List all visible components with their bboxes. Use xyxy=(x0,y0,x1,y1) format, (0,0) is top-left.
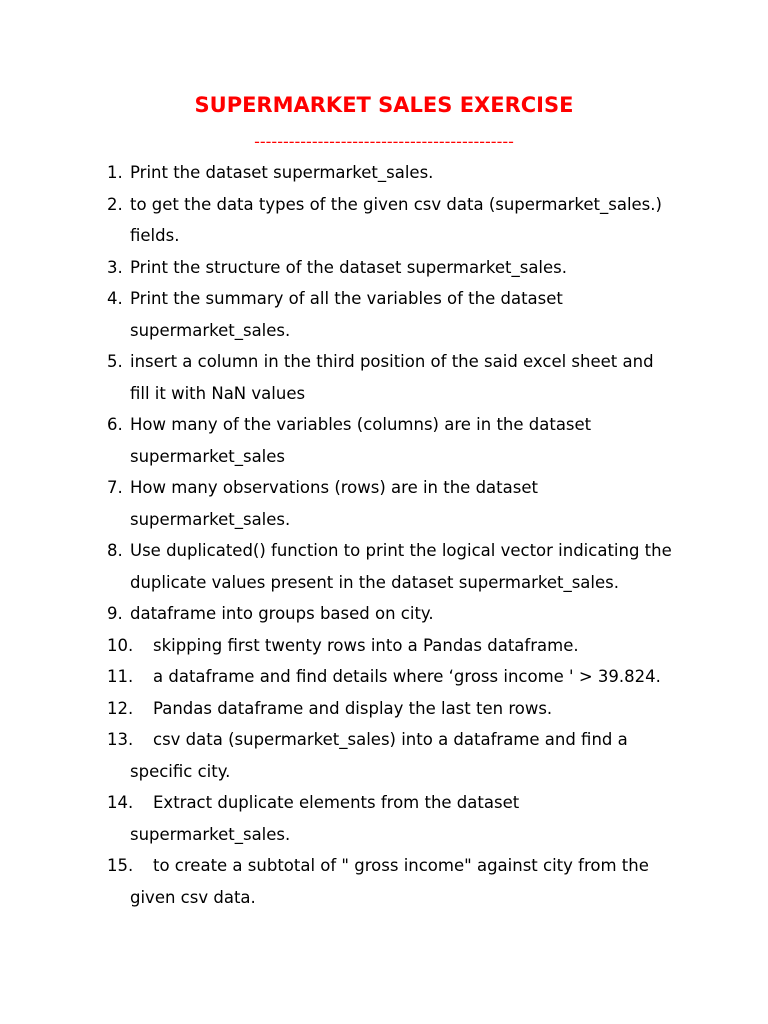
exercise-number: 13. xyxy=(107,730,134,749)
exercise-number: 6. xyxy=(107,415,123,434)
exercise-text: to get the data types of the given csv data (supermarket_sales.) xyxy=(130,194,662,214)
exercise-text-continued: fields. xyxy=(130,226,180,245)
exercise-text-continued: supermarket_sales. xyxy=(130,320,291,340)
exercise-number: 8. xyxy=(107,541,123,560)
exercise-item-4 xyxy=(107,283,747,346)
exercise-text: How many of the variables (columns) are in the dataset xyxy=(130,415,592,434)
exercise-number: 1. xyxy=(107,163,123,182)
exercise-number: 10. xyxy=(107,635,134,655)
exercise-number: 12. xyxy=(107,698,134,718)
exercise-text-continued: duplicate values present in the dataset supermarket_sales. xyxy=(130,572,619,592)
exercise-text: Extract duplicate elements from the dataset xyxy=(153,793,520,812)
exercise-item-3 xyxy=(107,252,747,284)
exercise-item-9 xyxy=(107,598,747,630)
exercise-text: csv data (supermarket_sales) into a dataframe and find a xyxy=(153,730,628,749)
exercise-text-continued: supermarket_sales. xyxy=(130,824,291,844)
exercise-text: insert a column in the third position of the said excel sheet and xyxy=(130,352,654,371)
exercise-number: 3. xyxy=(107,257,123,277)
exercise-text-continued: supermarket_sales xyxy=(130,446,286,466)
document-title: SUPERMARKET SALES EXERCISE xyxy=(194,93,574,117)
exercise-item-5 xyxy=(107,346,747,409)
exercise-item-15 xyxy=(107,850,747,913)
exercise-item-13 xyxy=(107,724,747,787)
exercise-text-continued: given csv data. xyxy=(130,887,256,907)
exercise-text: dataframe into groups based on city. xyxy=(130,604,434,623)
exercise-item-2 xyxy=(107,189,747,252)
exercise-text: Use duplicated() function to print the logical vector indicating the xyxy=(130,541,672,560)
exercise-item-7 xyxy=(107,472,747,535)
exercise-item-12 xyxy=(107,693,747,725)
title-divider: --------------------------------------------- xyxy=(254,132,514,151)
exercise-list xyxy=(107,157,747,913)
exercise-text: skipping first twenty rows into a Pandas dataframe. xyxy=(153,635,579,655)
exercise-item-10 xyxy=(107,630,747,662)
exercise-number: 7. xyxy=(107,478,123,497)
exercise-item-14 xyxy=(107,787,747,850)
exercise-number: 14. xyxy=(107,793,134,812)
exercise-item-11 xyxy=(107,661,747,693)
exercise-text-continued: fill it with NaN values xyxy=(130,383,306,403)
exercise-text: Print the summary of all the variables of the dataset xyxy=(130,289,563,308)
exercise-text-continued: specific city. xyxy=(130,761,231,781)
exercise-item-6 xyxy=(107,409,747,472)
exercise-text: How many observations (rows) are in the dataset xyxy=(130,478,538,497)
exercise-item-1 xyxy=(107,157,747,189)
exercise-text: Print the dataset supermarket_sales. xyxy=(130,163,434,182)
exercise-item-8 xyxy=(107,535,747,598)
exercise-text: Print the structure of the dataset supermarket_sales. xyxy=(130,257,568,277)
exercise-text-continued: supermarket_sales. xyxy=(130,509,291,529)
exercise-number: 4. xyxy=(107,289,123,308)
exercise-number: 11. xyxy=(107,667,134,686)
exercise-number: 9. xyxy=(107,604,123,623)
exercise-text: Pandas dataframe and display the last ten rows. xyxy=(153,698,553,718)
exercise-number: 15. xyxy=(107,856,134,875)
exercise-text: to create a subtotal of " gross income" against city from the xyxy=(153,856,649,875)
exercise-number: 5. xyxy=(107,352,123,371)
exercise-number: 2. xyxy=(107,194,123,214)
exercise-text: a dataframe and find details where ‘gross income ' > 39.824. xyxy=(153,667,661,686)
